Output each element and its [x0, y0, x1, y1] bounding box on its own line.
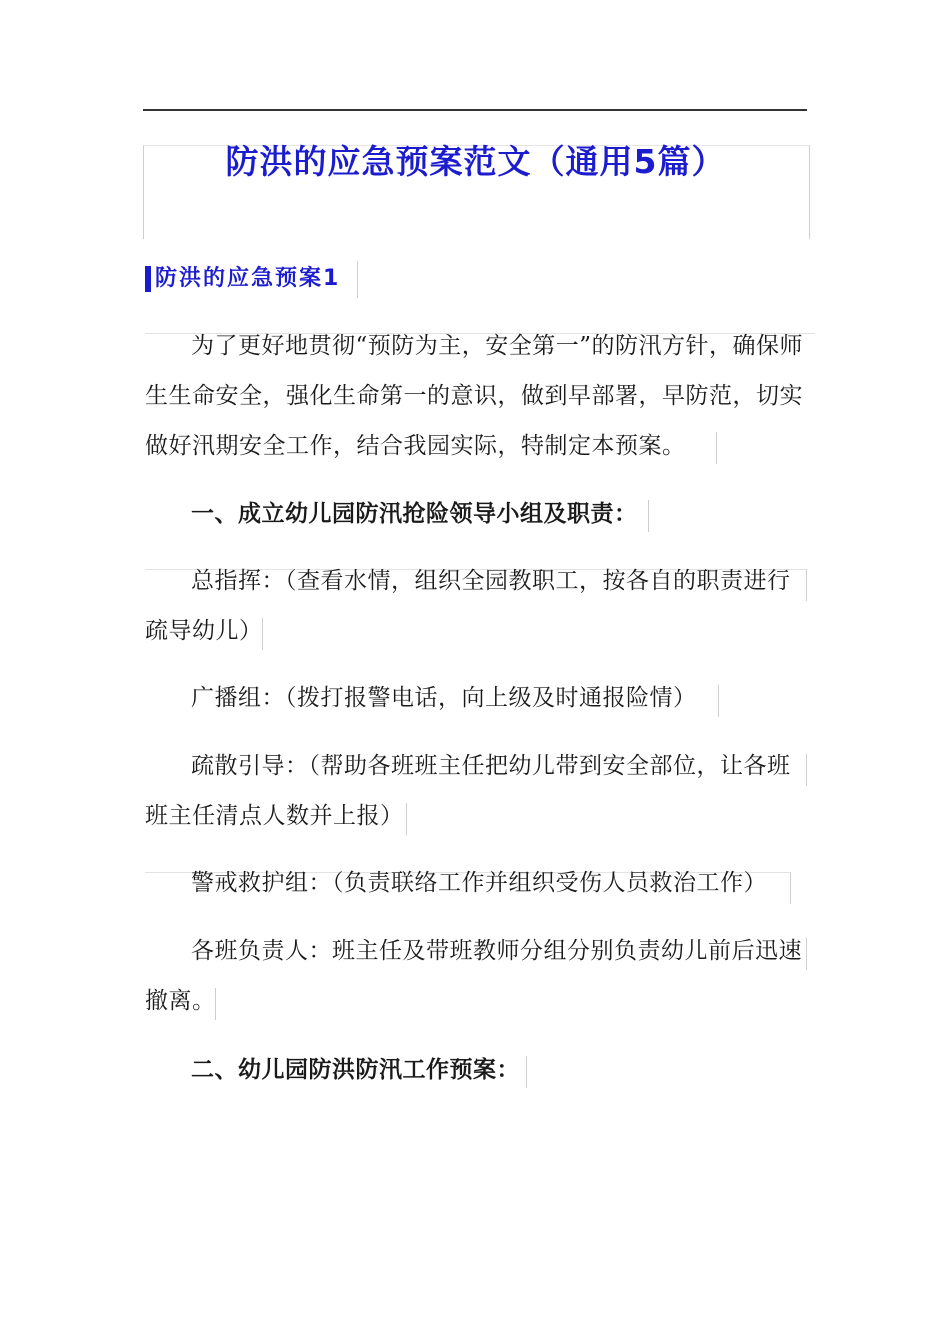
subheading-2: 二、幼儿园防洪防汛工作预案：	[191, 1057, 520, 1083]
guide-line	[718, 685, 719, 717]
top-rule	[143, 109, 807, 111]
guide-line	[806, 754, 807, 786]
guide-line	[262, 618, 263, 650]
evacuation-paragraph: 疏散引导：（帮助各班班主任把幼儿带到安全部位，让各班班主任清点人数并上报）	[145, 753, 791, 829]
commander-paragraph: 总指挥：（查看水情，组织全园教职工，按各自的职责进行疏导幼儿）	[145, 568, 791, 644]
document-title: 防洪的应急预案范文（通用5篇）	[225, 142, 726, 181]
section-marker	[145, 266, 151, 292]
guide-line	[716, 432, 717, 464]
guide-line	[526, 1056, 527, 1088]
subheading-1: 一、成立幼儿园防汛抢险领导小组及职责：	[191, 501, 638, 527]
rescue-paragraph: 警戒救护组：（负责联络工作并组织受伤人员救治工作）	[191, 870, 767, 896]
guide-line	[648, 500, 649, 532]
guide-line	[806, 569, 807, 601]
guide-line	[215, 988, 216, 1020]
intro-paragraph: 为了更好地贯彻“预防为主，安全第一”的防汛方针，确保师生生命安全，强化生命第一的意识，做到早部署，早防范，切实做好汛期安全工作，结合我园实际，特制定本预案。	[145, 333, 804, 459]
section-heading: 防洪的应急预案1	[155, 266, 341, 291]
guide-line	[806, 938, 807, 970]
guide-line	[790, 872, 791, 904]
guide-line	[406, 803, 407, 835]
broadcast-paragraph: 广播组：（拨打报警电话，向上级及时通报险情）	[191, 685, 697, 711]
class-leader-paragraph: 各班负责人：班主任及带班教师分组分别负责幼儿前后迅速撤离。	[145, 938, 802, 1014]
